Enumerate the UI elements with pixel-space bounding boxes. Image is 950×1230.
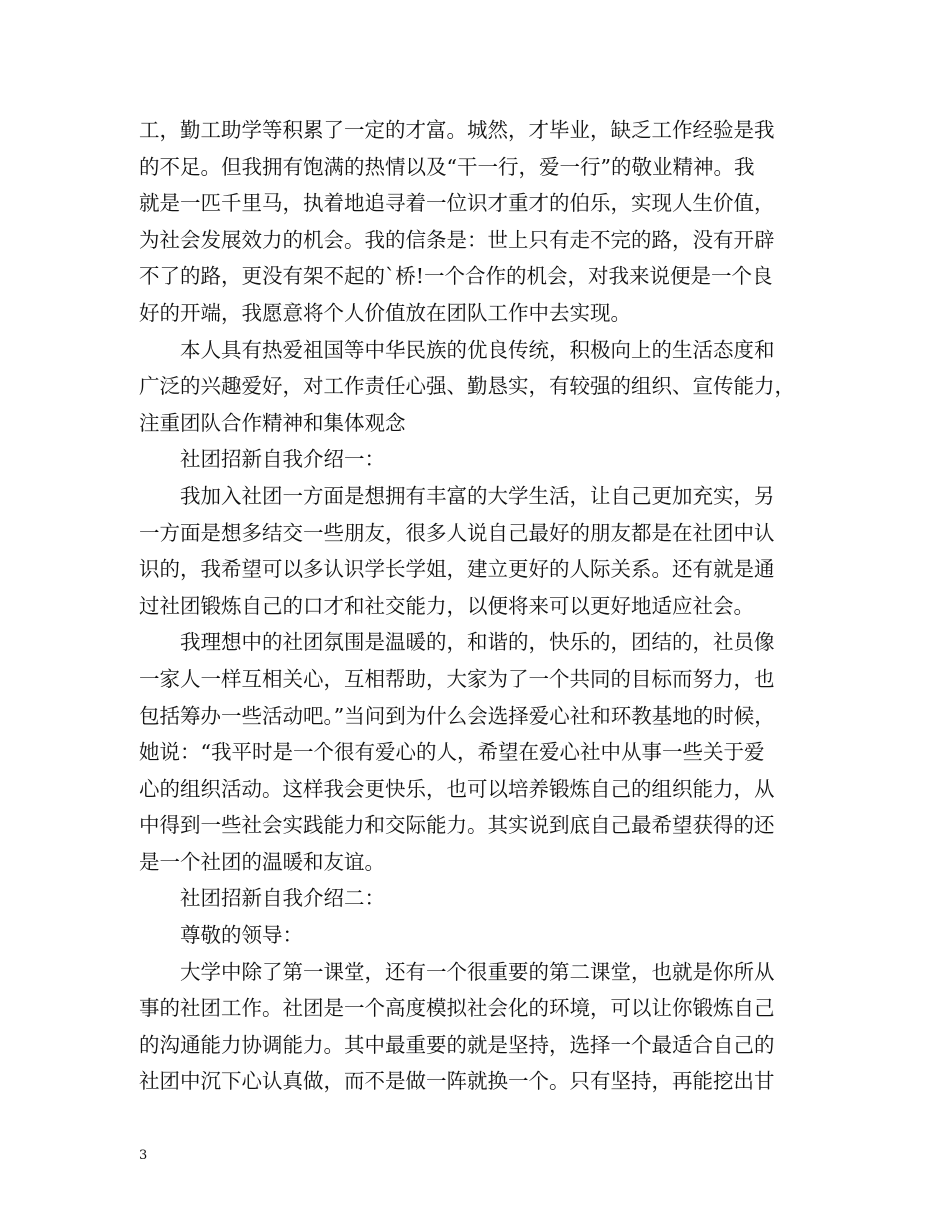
text-line: 是一个社团的温暖和友谊。 [139,849,385,874]
salutation: 尊敬的领导： [139,923,303,948]
text-line: 她说：“我平时是一个很有爱心的人，希望在爱心社中从事一些关于爱 [139,740,765,765]
text-line: 不了的路，更没有架不起的`桥!一个合作的机会，对我来说便是一个良 [139,264,773,289]
text-line: 识的，我希望可以多认识学长学姐，建立更好的人际关系。还有就是通 [139,557,775,582]
text-line: 就是一匹千里马，执着地追寻着一位识才重才的伯乐，实现人生价值， [139,191,775,216]
text-line: 一家人一样互相关心，互相帮助，大家为了一个共同的目标而努力，也 [139,666,775,691]
text-line: 我理想中的社团氛围是温暖的，和谐的，快乐的，团结的，社员像 [139,630,775,655]
text-line: 心的组织活动。这样我会更快乐，也可以培养锻炼自己的组织能力，从 [139,776,775,801]
text-line: 本人具有热爱祖国等中华民族的优良传统，积极向上的生活态度和 [139,337,775,362]
text-line: 工，勤工助学等积累了一定的才富。城然，才毕业，缺乏工作经验是我 [139,118,775,142]
text-line: 包括筹办一些活动吧。”当问到为什么会选择爱心社和环教基地的时候， [139,703,775,728]
text-line: 的不足。但我拥有饱满的热情以及“干一行，爱一行”的敬业精神。我 [139,154,755,179]
text-line: 广泛的兴趣爱好，对工作责任心强、勤恳实，有较强的组织、宣传能力， [139,374,795,399]
section-heading: 社团招新自我介绍一： [139,447,385,472]
text-line: 的沟通能力协调能力。其中最重要的就是坚持，选择一个最适合自己的 [139,1032,775,1057]
text-line: 好的开端，我愿意将个人价值放在团队工作中去实现。 [139,300,631,325]
text-line: 为社会发展效力的机会。我的信条是：世上只有走不完的路，没有开辟 [139,227,775,252]
text-line: 注重团队合作精神和集体观念 [139,410,406,435]
text-line: 过社团锻炼自己的口才和社交能力，以便将来可以更好地适应社会。 [139,593,754,618]
text-line: 一方面是想多结交一些朋友，很多人说自己最好的朋友都是在社团中认 [139,520,775,545]
page-number: 3 [139,1148,148,1163]
section-heading: 社团招新自我介绍二： [139,886,385,911]
text-line: 我加入社团一方面是想拥有丰富的大学生活，让自己更加充实，另 [139,483,775,508]
text-line: 社团中沉下心认真做，而不是做一阵就换一个。只有坚持，再能挖出甘 [139,1069,775,1094]
text-line: 中得到一些社会实践能力和交际能力。其实说到底自己最希望获得的还 [139,813,775,838]
body-text [139,112,815,1100]
text-line: 事的社团工作。社团是一个高度模拟社会化的环境，可以让你锻炼自己 [139,996,775,1021]
text-line: 大学中除了第一课堂，还有一个很重要的第二课堂，也就是你所从 [139,959,775,984]
